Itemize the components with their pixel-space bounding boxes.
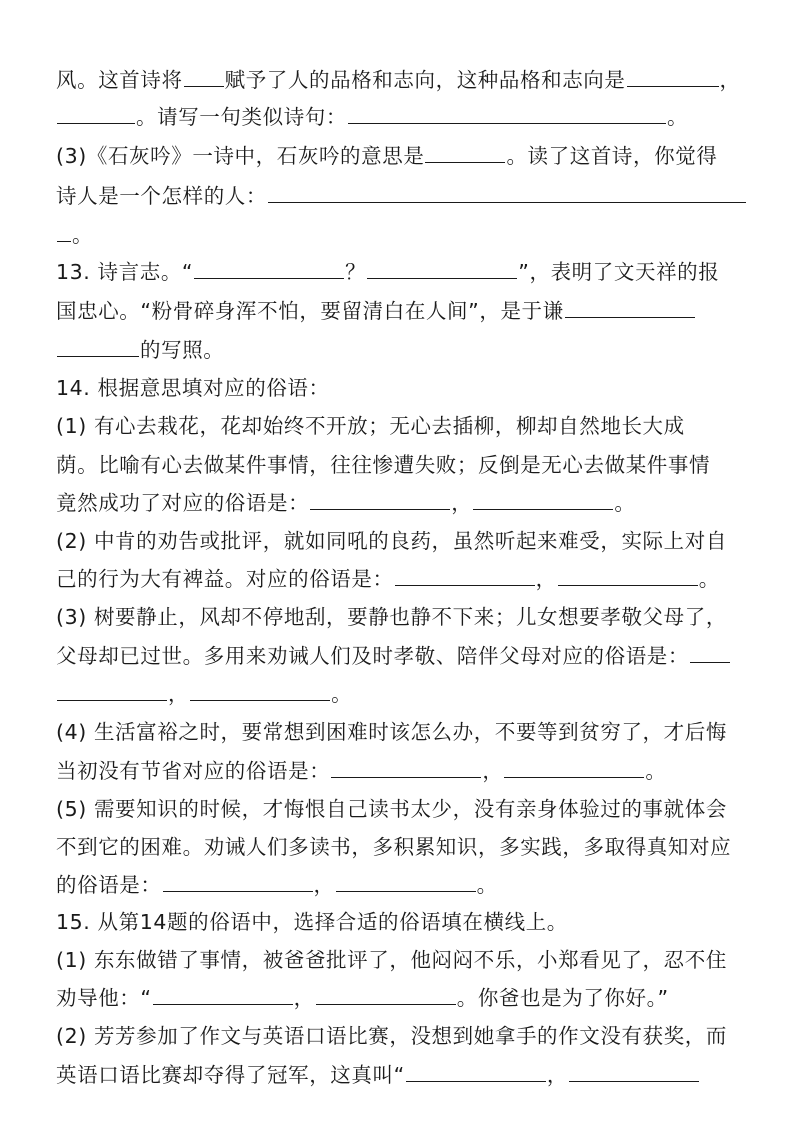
text-line: (1) 有心去栽花，花却始终不开放；无心去插柳，柳却自然地长大成: [56, 414, 685, 438]
text-line: (2) 芳芳参加了作文与英语口语比赛，没想到她拿手的作文没有获奖，而: [56, 1024, 727, 1048]
text-line: 劝导他：“ ， 。你爸也是为了你好。”: [56, 986, 669, 1010]
answer-blank[interactable]: [473, 489, 613, 510]
answer-blank[interactable]: [395, 565, 535, 586]
text-line: 风。这首诗将 赋予了人的品格和志向，这种品格和志向是 ，: [56, 68, 741, 92]
text-line: (2) 中肯的劝告或批评，就如同吼的良药，虽然听起来难受，实际上对自: [56, 529, 727, 553]
text-line: 。: [56, 221, 756, 249]
text-line: (5) 需要知识的时候，才悔恨自己读书太少，没有亲身体验过的事就体会: [56, 797, 727, 821]
answer-blank[interactable]: [163, 871, 313, 892]
text-line: (4) 生活富裕之时，要常想到困难时该怎么办，不要等到贫穷了，才后悔: [56, 720, 727, 744]
answer-blank[interactable]: [627, 66, 719, 87]
text-line: 的写照。: [56, 336, 756, 364]
answer-blank[interactable]: [190, 680, 330, 701]
answer-blank[interactable]: [57, 336, 139, 357]
answer-blank[interactable]: [425, 142, 505, 163]
answer-blank[interactable]: [57, 221, 71, 242]
answer-blank[interactable]: [331, 757, 481, 778]
question-15: 15. 从第14题的俗语中，选择合适的俗语填在横线上。: [56, 910, 568, 934]
answer-blank[interactable]: [406, 1061, 546, 1082]
answer-blank[interactable]: [690, 642, 730, 663]
answer-blank[interactable]: [57, 103, 135, 124]
text-line: (3) 树要静止，风却不停地刮，要静也静不下来；儿女想要孝敬父母了，: [56, 605, 727, 629]
text-line: 。请写一句类似诗句： 。: [56, 103, 756, 131]
question-14: 14. 根据意思填对应的俗语：: [56, 376, 330, 400]
answer-blank[interactable]: [558, 565, 698, 586]
answer-blank[interactable]: [569, 1061, 699, 1082]
answer-blank[interactable]: [310, 489, 450, 510]
answer-blank[interactable]: [268, 182, 746, 203]
answer-blank[interactable]: [316, 984, 456, 1005]
text-line: 己的行为大有裨益。对应的俗语是： ， 。: [56, 567, 720, 591]
answer-blank[interactable]: [194, 258, 344, 279]
text-line: 父母却已过世。多用来劝诫人们及时孝敬、陪伴父母对应的俗语是：: [56, 642, 756, 670]
text-line: (1) 东东做错了事情，被爸爸批评了，他闷闷不乐，小郑看见了，忍不住: [56, 948, 727, 972]
answer-blank[interactable]: [57, 680, 167, 701]
text-line: 当初没有节省对应的俗语是： ， 。: [56, 759, 667, 783]
answer-blank[interactable]: [565, 297, 695, 318]
text-line: 诗人是一个怎样的人：: [56, 182, 756, 210]
text-line: (3)《石灰吟》一诗中，石灰吟的意思是 。读了这首诗，你觉得: [56, 144, 718, 168]
text-line: 竟然成功了对应的俗语是： ， 。: [56, 491, 636, 515]
text-line: 英语口语比赛却夺得了冠军，这真叫“ ，: [56, 1061, 756, 1089]
text-line: ， 。: [56, 680, 756, 708]
text-line: 荫。比喻有心去做某件事情，往往惨遭失败；反倒是无心去做某件事情: [56, 453, 711, 477]
answer-blank[interactable]: [336, 871, 476, 892]
question-13: 13. 诗言志。“ ？ ”，表明了文天祥的报: [56, 260, 720, 284]
answer-blank[interactable]: [367, 258, 517, 279]
text-line: 国忠心。“粉骨碎身浑不怕，要留清白在人间”，是于谦: [56, 297, 756, 325]
answer-blank[interactable]: [153, 984, 293, 1005]
text-line: 不到它的困难。劝诫人们多读书，多积累知识，多实践，多取得真知对应: [56, 835, 732, 859]
answer-blank[interactable]: [504, 757, 644, 778]
answer-blank[interactable]: [184, 66, 224, 87]
text-line: 的俗语是： ， 。: [56, 873, 498, 897]
answer-blank[interactable]: [348, 103, 666, 124]
